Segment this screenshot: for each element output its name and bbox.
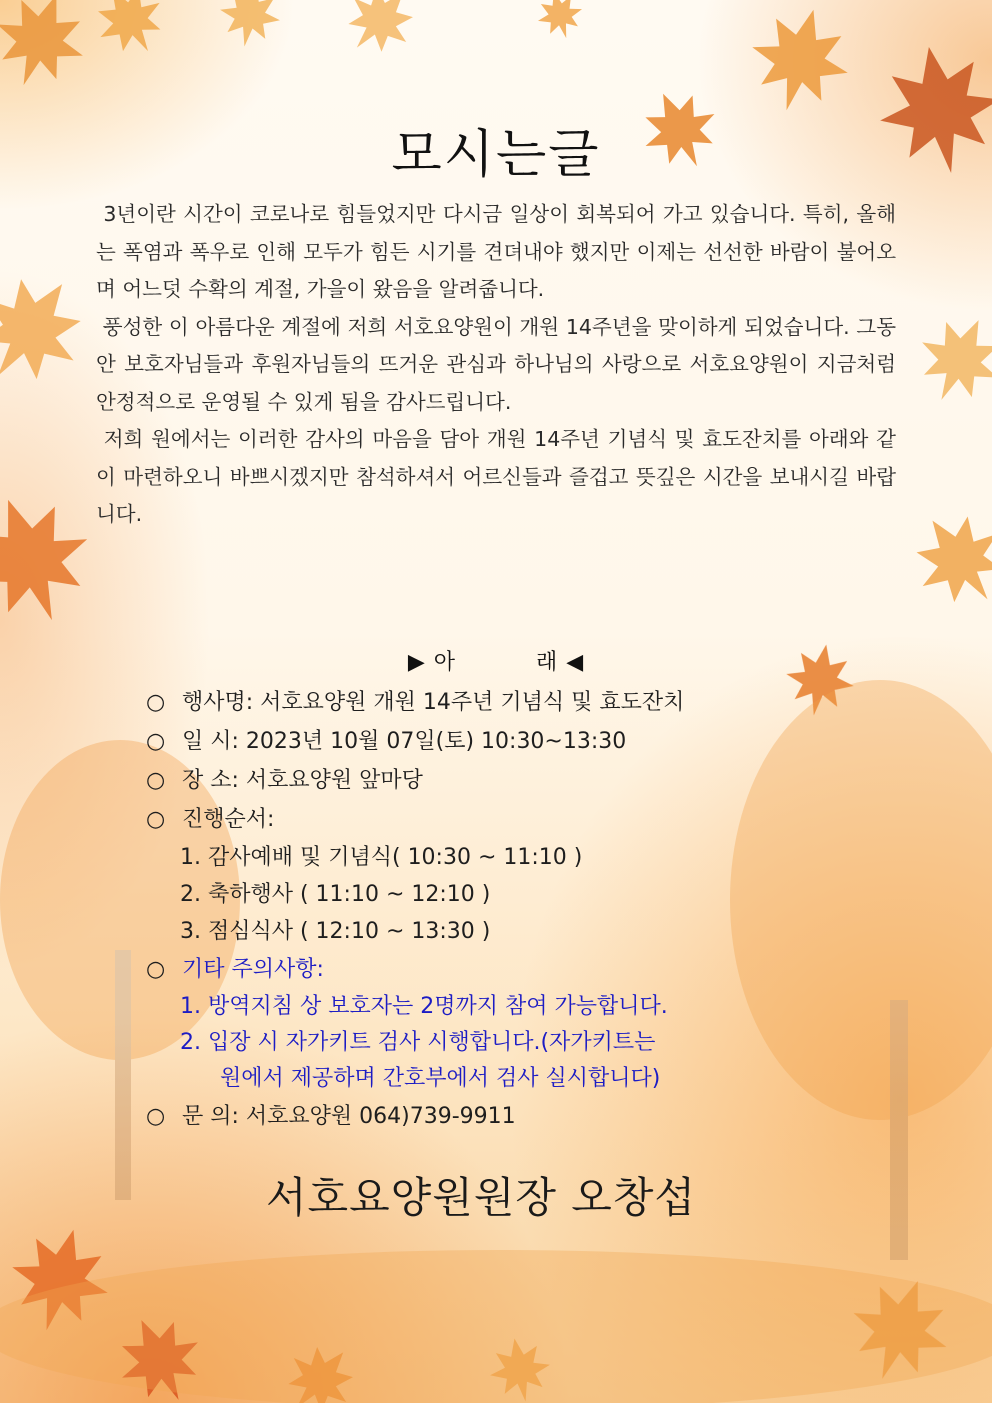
program-item: 2. 축하행사 ( 11:10 ~ 12:10 ) xyxy=(180,882,491,907)
note-item-continued: 원에서 제공하며 간호부에서 검사 실시합니다) xyxy=(220,1066,661,1091)
detail-program-label: ○ 진행순서: xyxy=(146,800,866,839)
circle-bullet-icon: ○ xyxy=(146,768,166,793)
paragraph-1: 3년이란 시간이 코로나로 힘들었지만 다시금 일상이 회복되어 가고 있습니다. 특히, 올해는 폭염과 폭우로 인해 모두가 힘든 시기를 견뎌내야 했지만 이제는 선선한 바람이 불어오며 어느덧 수확의 계절, 가을이 왔음을 알려줍니다. xyxy=(96,202,896,301)
circle-bullet-icon: ○ xyxy=(146,807,166,832)
detail-venue: ○ 장 소: 서호요양원 앞마당 xyxy=(146,761,866,800)
detail-event-name: ○ 행사명: 서호요양원 개원 14주년 기념식 및 효도잔치 xyxy=(146,683,866,722)
notice-left: ▶ 아 xyxy=(407,650,456,675)
circle-bullet-icon: ○ xyxy=(146,957,166,982)
program-item: 3. 점심식사 ( 12:10 ~ 13:30 ) xyxy=(180,919,491,944)
paragraph-3: 저희 원에서는 이러한 감사의 마음을 담아 개원 14주년 기념식 및 효도잔치를 아래와 같이 마련하오니 바쁘시겠지만 참석하셔서 어르신들과 즐겁고 뜻깊은 시간을 보내시길 바랍니다. xyxy=(96,427,896,526)
detail-datetime: ○ 일 시: 2023년 10월 07일(토) 10:30~13:30 xyxy=(146,722,866,761)
signature: 서호요양원원장 오창섭 xyxy=(265,1173,697,1222)
notice-right: 래 ◀ xyxy=(536,650,585,675)
program-item: 1. 감사예배 및 기념식( 10:30 ~ 11:10 ) xyxy=(180,845,583,870)
circle-bullet-icon: ○ xyxy=(146,690,166,715)
notice-heading xyxy=(0,645,992,676)
circle-bullet-icon: ○ xyxy=(146,729,166,754)
event-details xyxy=(146,683,866,1136)
detail-notes-label: ○ 기타 주의사항: xyxy=(146,950,866,989)
note-item: 2. 입장 시 자가키트 검사 시행합니다.(자가키트는 xyxy=(180,1030,656,1055)
paragraph-2: 풍성한 이 아름다운 계절에 저희 서호요양원이 개원 14주년을 맞이하게 되었습니다. 그동안 보호자님들과 후원자님들의 뜨거운 관심과 하나님의 사랑으로 서호요양원이 지금처럼 안정적으로 운영될 수 있게 됨을 감사드립니다. xyxy=(96,314,896,414)
invitation-body xyxy=(96,196,896,534)
note-item: 1. 방역지침 상 보호자는 2명까지 참여 가능합니다. xyxy=(180,994,668,1019)
circle-bullet-icon: ○ xyxy=(146,1104,166,1129)
detail-contact: ○ 문 의: 서호요양원 064)739-9911 xyxy=(146,1097,866,1136)
page-title: 모시는글 xyxy=(391,125,601,185)
